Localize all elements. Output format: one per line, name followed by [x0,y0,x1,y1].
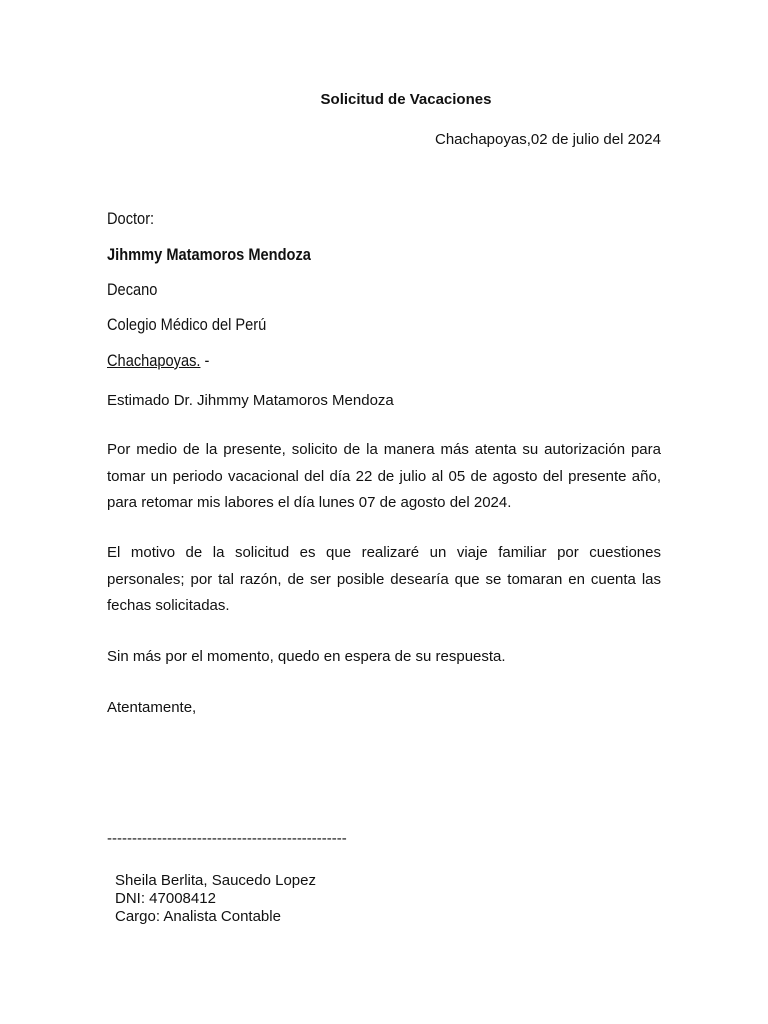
addressee-name: Jihmmy Matamoros Mendoza [107,245,311,264]
addressee-salutation: Doctor: [107,209,155,228]
document-title: Solicitud de Vacaciones [320,91,492,108]
signature-block [115,872,316,926]
signer-position: Cargo: Analista Contable [115,908,281,925]
addressee-role: Decano [107,280,158,299]
addressee-organization: Colegio Médico del Perú [107,315,267,334]
body-paragraph-request: Por medio de la presente, solicito de la manera más atenta su autorización para tomar un periodo vacacional del día 22 de julio al 05 de agosto del presente año, para retomar mis labores el día lunes 07 de agosto del 2024. [107,441,661,511]
signer-dni: DNI: 47008412 [115,890,216,907]
addressee-city-name: Chachapoyas. [107,351,201,370]
addressee-city-suffix: - [200,351,210,370]
body-paragraph-reason: El motivo de la solicitud es que realizaré un viaje familiar por cuestiones personales; por tal razón, de ser posible desearía que se tomaran en cuenta las fechas solicitadas. [107,544,661,614]
signer-name: Sheila Berlita, Saucedo Lopez [115,872,316,889]
signoff: Atentamente, [107,699,197,716]
addressee-city [107,351,209,371]
greeting: Estimado Dr. Jihmmy Matamoros Mendoza [107,392,394,409]
place-date: Chachapoyas,02 de julio del 2024 [434,131,661,148]
closing-sentence: Sin más por el momento, quedo en espera de su respuesta. [107,648,506,665]
signature-line: ------------------------------------------------ [107,830,347,847]
